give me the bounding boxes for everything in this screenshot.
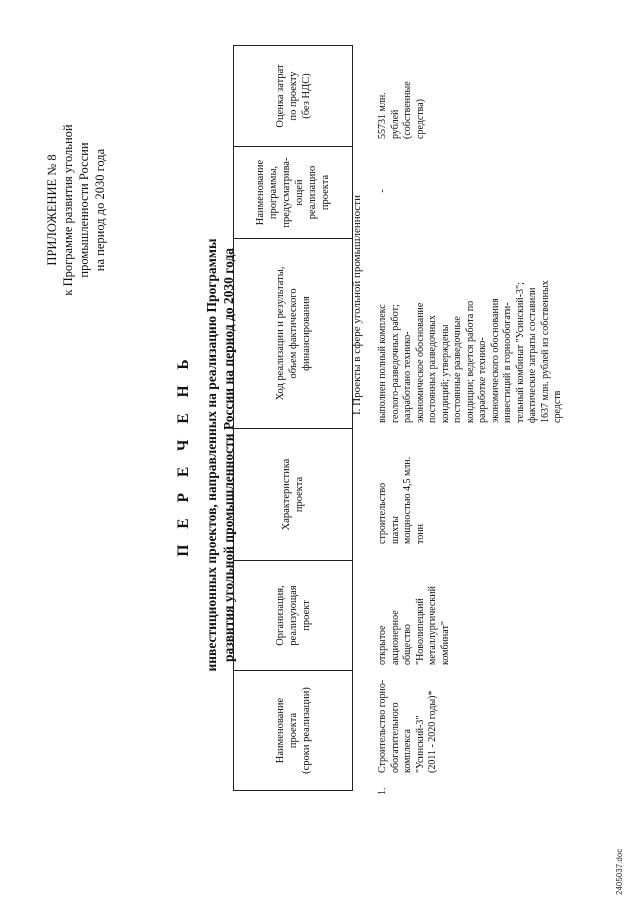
column-header-characteristic — [234, 429, 352, 561]
text-line: проекта — [294, 476, 305, 513]
text-line: финансирования — [300, 296, 312, 371]
project-name — [377, 678, 440, 773]
text-line: постоянные разведочные — [452, 316, 463, 423]
text-line: объем фактического — [287, 288, 299, 379]
appendix-line: на период до 2030 года — [93, 148, 107, 272]
text-line: общество — [402, 624, 413, 665]
text-line: предусматрива- — [281, 157, 292, 228]
text-line: Наименование — [255, 159, 266, 226]
title-line: инвестиционных проектов, направленных на реализацию Программы — [204, 238, 219, 672]
text-line: "Новолипецкий — [414, 598, 426, 665]
text-line: обогатительного — [389, 702, 401, 773]
title-line: развития угольной промышленности России на период до 2030 года — [221, 247, 236, 663]
text-line: комбинат" — [439, 621, 451, 665]
text-line: разработке технико- — [477, 337, 488, 423]
title-main: П Е Р Е Ч Е Н Ь — [175, 353, 192, 557]
text-line: постоянных разведочных — [427, 315, 438, 423]
text-line: (собственные — [402, 81, 413, 139]
text-line: 55731 млн. — [377, 92, 388, 139]
project-program: - — [377, 189, 388, 193]
text-line: строительство шахты — [377, 482, 401, 544]
text-line: средств — [552, 390, 563, 423]
text-line: реализующая — [287, 585, 299, 646]
text-line: открытое — [377, 625, 388, 665]
text-line: мощностью 4,5 млн. — [402, 456, 413, 544]
text-line: фактические затраты составили — [527, 287, 538, 423]
text-line: инвестиций в горнообогати- — [502, 302, 513, 423]
text-line: 1637 млн. рублей из собственных — [539, 280, 551, 423]
text-line: Наименование — [274, 697, 286, 764]
text-line: "Усинский-3" — [414, 715, 426, 773]
projects-table — [233, 45, 563, 795]
project-characteristic — [377, 454, 427, 544]
section-title: I. Проекты в сфере угольной промышленности — [351, 195, 363, 415]
text-line: Строительство горно- — [377, 679, 388, 773]
column-header-progress — [234, 239, 352, 429]
appendix-note — [44, 60, 108, 360]
column-header-name — [234, 671, 352, 791]
text-line: разработано технико- — [402, 331, 413, 423]
text-line: (без НДС) — [300, 73, 312, 119]
text-line: комплекса — [402, 729, 413, 773]
appendix-line: к Программе развития угольной — [61, 124, 75, 296]
project-organization — [377, 569, 452, 665]
text-line: рублей — [389, 109, 401, 139]
text-line: кондиции; ведется работа по — [464, 300, 476, 423]
text-line: проекта — [287, 712, 299, 749]
text-line: проект — [300, 600, 312, 631]
text-line: кондиций; утверждены — [439, 324, 451, 423]
table-header — [233, 45, 353, 791]
text-line: экономическое обоснование — [414, 302, 426, 423]
appendix-line: ПРИЛОЖЕНИЕ № 8 — [45, 154, 59, 266]
text-line: (2011 - 2020 годы)* — [427, 690, 438, 773]
column-header-program — [234, 147, 352, 239]
text-line: тонн — [414, 524, 426, 544]
project-progress — [377, 251, 565, 423]
text-line: реализацию — [307, 165, 318, 220]
text-line: акционерное — [389, 610, 401, 665]
text-line: (сроки реализации) — [300, 687, 312, 774]
text-line: выполнен полный комплекс — [377, 304, 388, 423]
column-header-cost — [234, 45, 352, 147]
text-line: ющей — [294, 179, 305, 206]
text-line: по проекту — [287, 71, 299, 121]
text-line: экономического обоснования — [489, 298, 501, 423]
text-line: программы, — [268, 165, 279, 220]
text-line: тельный комбинат "Усинский-3"; — [514, 282, 526, 423]
project-cost — [377, 49, 427, 139]
text-line: Оценка затрат — [274, 64, 286, 128]
row-number: 1. — [377, 787, 388, 795]
text-line: проекта — [320, 174, 331, 211]
text-line: Характеристика — [281, 458, 292, 531]
column-header-organization — [234, 561, 352, 671]
file-name: 2405037.doc — [615, 848, 624, 895]
text-line: Организация, — [274, 585, 286, 646]
text-line: металлургический — [427, 586, 438, 665]
text-line: Ход реализации и результаты, — [274, 266, 286, 401]
text-line: геолого-разведочных работ; — [389, 304, 401, 423]
text-line: средства) — [414, 99, 426, 139]
document-title — [175, 105, 237, 805]
appendix-line: промышленности России — [77, 142, 91, 278]
